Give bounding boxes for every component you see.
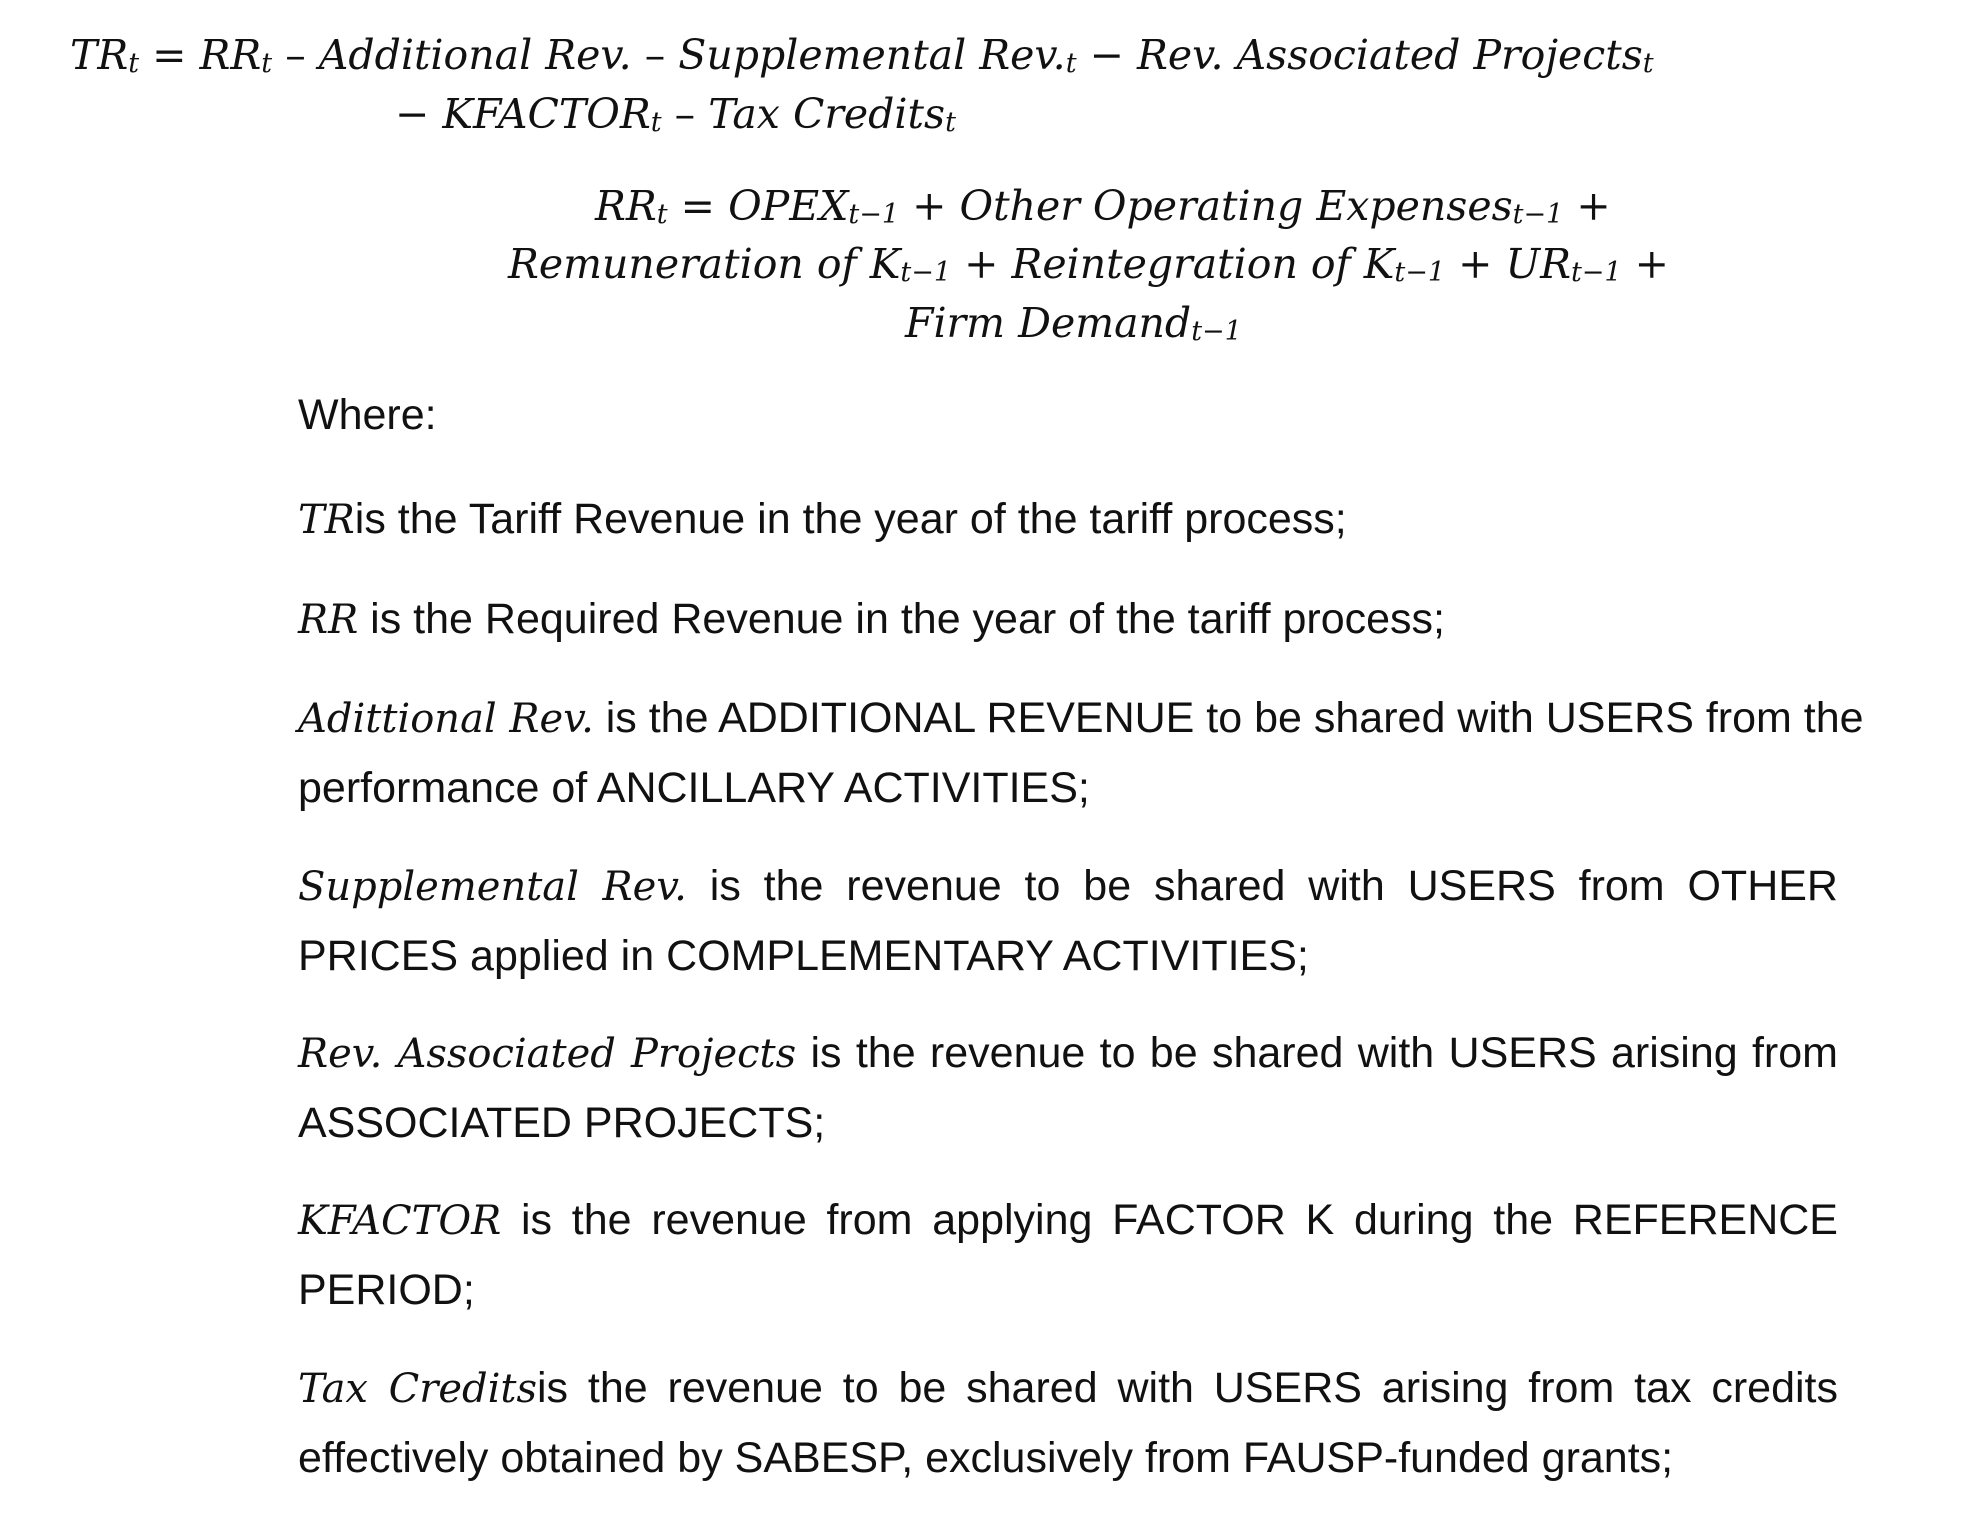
- var-ur: UR: [1505, 240, 1571, 288]
- equation-rr-line-1: $RR_t$ = $OPEX_{t-1}$ + Other Operating Expenses$_{t-1}$ +: [595, 182, 1611, 230]
- definition-symbol: Tax Credits: [298, 1366, 537, 1412]
- definition-supplemental-rev: [298, 852, 1838, 991]
- var-reintegration-of-k: Reintegration of K: [1011, 240, 1395, 288]
- equation-tr-line-2: − $KFACTOR_t$ – Tax Credits$_t$: [395, 90, 956, 138]
- definition-text: is the Required Revenue in the year of the tariff process;: [358, 595, 1445, 643]
- definition-symbol: RR: [298, 597, 359, 643]
- equation-rr-line-2: Remuneration of $K_{t-1}$ + Reintegration of $K_{t-1} + UR_{t-1}$ +: [508, 240, 1670, 288]
- definition-tax-credits: [298, 1354, 1838, 1493]
- definition-symbol: Rev. Associated Projects: [298, 1031, 797, 1077]
- var-rev-associated-projects: Rev. Associated Projects: [1137, 31, 1643, 79]
- var-additional-rev: Additional Rev.: [318, 31, 632, 79]
- equation-rr-line-3: Firm Demand$_{t-1}$: [905, 299, 1242, 347]
- definition-text: is the Tariff Revenue in the year of the tariff process;: [354, 495, 1347, 543]
- var-tr: TR: [70, 31, 129, 79]
- var-supplemental-rev: Supplemental Rev.: [678, 31, 1066, 79]
- definition-kfactor: [298, 1186, 1838, 1325]
- var-rr: RR: [199, 31, 262, 79]
- definition-text: is the revenue to be shared with USERS from OTHER PRICES applied in COMPLEMENTARY ACTIVITIES;: [298, 862, 1838, 980]
- var-other-operating-expenses: Other Operating Expenses: [959, 182, 1513, 230]
- definition-text: is the revenue from applying FACTOR K during the REFERENCE PERIOD;: [298, 1196, 1838, 1314]
- var-kfactor: KFACTOR: [442, 90, 651, 138]
- definition-symbol: KFACTOR: [298, 1198, 502, 1244]
- definition-text: is the ADDITIONAL REVENUE to be shared with USERS from the performance of ANCILLARY ACTIVITIES;: [298, 694, 1864, 812]
- definition-symbol: TR: [298, 497, 355, 543]
- definition-symbol: Adittional Rev.: [298, 696, 594, 742]
- definition-rev-associated-projects: [298, 1019, 1838, 1158]
- var-remuneration-of-k: Remuneration of K: [508, 240, 901, 288]
- equation-tr-line-1: $TR_t = RR_t$ – Additional Rev. – Supplemental $Rev._t$ − Rev. Associated Projects$_t$: [70, 31, 1654, 79]
- definition-text: is the revenue to be shared with USERS arising from tax credits effectively obtained by SABESP, exclusively from FAUSP-funded grants;: [298, 1364, 1838, 1482]
- definition-symbol: Supplemental Rev.: [298, 864, 687, 910]
- var-opex: OPEX: [728, 182, 849, 230]
- var-rr-lhs: RR: [595, 182, 657, 230]
- var-tax-credits: Tax Credits: [708, 90, 946, 138]
- definition-additional-rev: [298, 684, 1938, 823]
- definition-rr: [298, 585, 1445, 655]
- var-firm-demand: Firm Demand: [905, 299, 1192, 347]
- definition-tr: [298, 485, 1347, 555]
- definition-text: is the revenue to be shared with USERS arising from ASSOCIATED PROJECTS;: [298, 1029, 1838, 1147]
- where-label: Where:: [298, 391, 437, 439]
